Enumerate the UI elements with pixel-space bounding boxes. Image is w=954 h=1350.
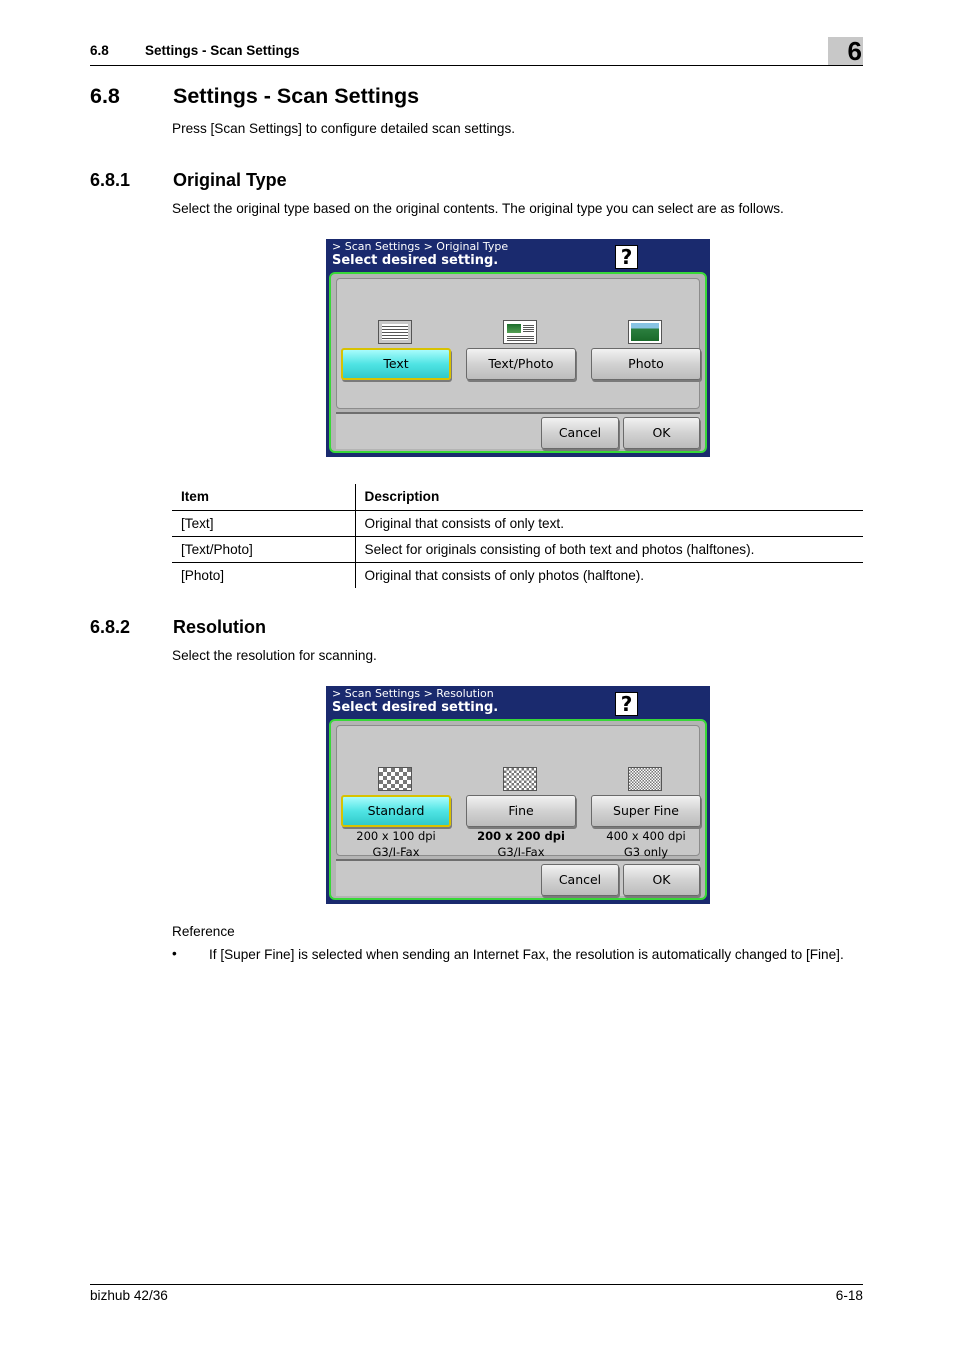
table-cell-description: Original that consists of only text.: [355, 510, 863, 536]
screen-prompt: Select desired setting.: [332, 700, 499, 715]
table-row: [172, 562, 863, 588]
reference-text: If [Super Fine] is selected when sending an Internet Fax, the resolution is automatically changed to [Fine].: [209, 947, 844, 962]
header-section-title: Settings - Scan Settings: [145, 43, 300, 58]
photo-button[interactable]: Photo: [591, 348, 701, 380]
ok-button[interactable]: OK: [623, 864, 700, 896]
footer: [90, 1284, 863, 1303]
footer-product: bizhub 42/36: [90, 1288, 168, 1303]
fine-mode: G3/I-Fax: [497, 845, 545, 859]
header-section-number: 6.8: [90, 43, 109, 58]
original-type-screen: [326, 239, 710, 457]
cancel-button[interactable]: Cancel: [541, 864, 619, 896]
fine-resolution-icon: [503, 767, 537, 791]
table-header-row: [172, 484, 863, 510]
running-header: [90, 42, 863, 66]
action-bar: [336, 412, 700, 449]
ok-button[interactable]: OK: [623, 417, 700, 449]
table-cell-description: Original that consists of only photos (halftone).: [364, 567, 645, 583]
table-cell-item: [Text/Photo]: [172, 536, 355, 562]
resolution-title: Resolution: [173, 617, 266, 637]
super-fine-dpi: 400 x 400 dpi: [606, 829, 686, 843]
table-cell-item: [Text]: [172, 510, 355, 536]
fine-dpi: 200 x 200 dpi: [477, 829, 565, 843]
action-bar: [336, 859, 700, 896]
fine-button[interactable]: Fine: [466, 795, 576, 827]
panel-frame: [329, 719, 707, 900]
original-type-title: Original Type: [173, 170, 287, 190]
reference-label: Reference: [172, 924, 235, 939]
screen-prompt: Select desired setting.: [332, 253, 499, 268]
breadcrumb: > Scan Settings > Resolution: [332, 687, 494, 700]
text-original-icon: [378, 320, 412, 344]
photo-original-icon: [628, 320, 662, 344]
option-area: [336, 278, 700, 409]
chapter-tab: [828, 37, 863, 65]
standard-resolution-icon: [378, 767, 412, 791]
super-fine-mode: G3 only: [623, 845, 669, 859]
table-cell-description: Select for originals consisting of both text and photos (halftones).: [355, 536, 863, 562]
super-fine-button[interactable]: Super Fine: [591, 795, 701, 827]
cancel-button[interactable]: Cancel: [541, 417, 619, 449]
table-row: [172, 536, 863, 562]
chapter-number: 6: [847, 36, 862, 66]
original-type-number: 6.8.1: [90, 170, 131, 190]
text-button[interactable]: Text: [341, 348, 451, 380]
table-cell-item: [Photo]: [172, 562, 355, 588]
table-header-description: Description: [355, 484, 863, 510]
section-number: 6.8: [90, 84, 120, 108]
original-type-table: [172, 484, 863, 588]
panel-frame: [329, 272, 707, 453]
bullet-marker: •: [172, 946, 177, 961]
table-row: [172, 510, 863, 536]
option-area: [336, 725, 700, 859]
text-photo-button[interactable]: Text/Photo: [466, 348, 576, 380]
standard-dpi: 200 x 100 dpi: [356, 829, 436, 843]
table-header-item: Item: [172, 484, 355, 510]
resolution-number: 6.8.2: [90, 617, 131, 637]
help-button[interactable]: ?: [615, 692, 638, 716]
standard-mode: G3/I-Fax: [372, 845, 420, 859]
resolution-intro: Select the resolution for scanning.: [172, 648, 377, 663]
section-title: Settings - Scan Settings: [173, 84, 420, 108]
text-photo-original-icon: [503, 320, 537, 344]
original-type-intro: Select the original type based on the original contents. The original type you can select are as follows.: [172, 201, 784, 216]
breadcrumb: > Scan Settings > Original Type: [332, 240, 509, 253]
footer-page-number: 6-18: [835, 1288, 863, 1303]
resolution-screen: [326, 686, 710, 904]
standard-button[interactable]: Standard: [341, 795, 451, 827]
super-fine-resolution-icon: [628, 767, 662, 791]
help-button[interactable]: ?: [615, 245, 638, 269]
section-intro: Press [Scan Settings] to configure detailed scan settings.: [172, 121, 516, 136]
